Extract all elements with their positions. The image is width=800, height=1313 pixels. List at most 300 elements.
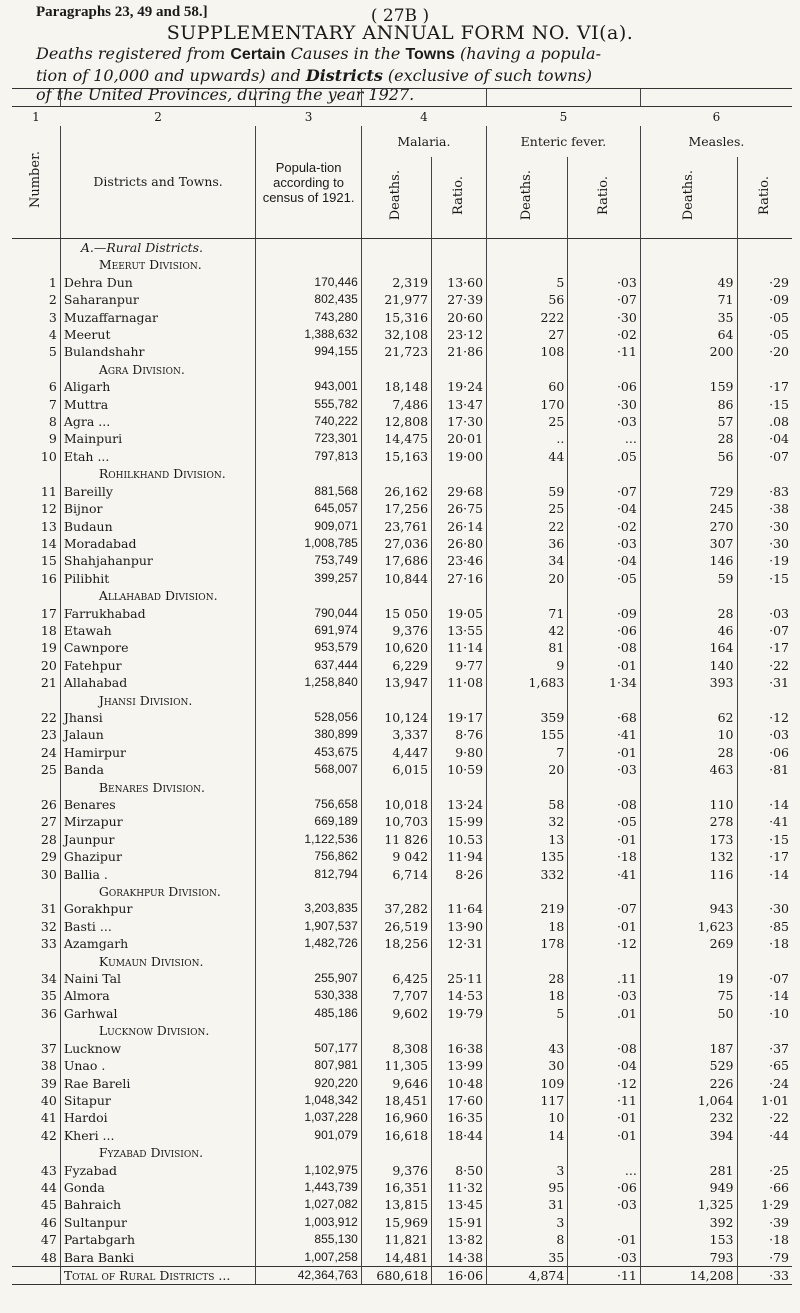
district-name: Kheri ... [60, 1127, 256, 1144]
population: 797,813 [256, 448, 361, 465]
malaria-deaths: 2,319 [361, 274, 431, 291]
population: 645,057 [256, 500, 361, 517]
population: 855,130 [256, 1231, 361, 1248]
population: 555,782 [256, 396, 361, 413]
measles-deaths: 393 [640, 674, 737, 691]
row-number: 10 [40, 448, 57, 464]
malaria-deaths: 16,351 [361, 1179, 431, 1196]
malaria-deaths: 9,376 [361, 1162, 431, 1179]
enteric-ratio: ·41 [568, 866, 641, 883]
table-row [12, 622, 792, 639]
table-row [12, 726, 792, 743]
enteric-deaths: 34 [487, 552, 568, 569]
district-name: Cawnpore [60, 639, 256, 656]
subtitle-text: Causes in the [285, 44, 406, 63]
row-number: 32 [40, 918, 57, 934]
population: 485,186 [256, 1005, 361, 1022]
table-row [12, 309, 792, 326]
measles-deaths: 62 [640, 709, 737, 726]
measles-ratio: ·17 [737, 378, 792, 395]
malaria-deaths: 9,646 [361, 1075, 431, 1092]
row-number: 46 [40, 1214, 57, 1230]
population: 1,258,840 [256, 674, 361, 691]
column-number: 5 [487, 109, 641, 127]
enteric-deaths: 28 [487, 970, 568, 987]
malaria-deaths: 15 050 [361, 605, 431, 622]
enteric-deaths: 58 [487, 796, 568, 813]
table-row [12, 570, 792, 587]
table-row [12, 987, 792, 1004]
table-row [12, 500, 792, 517]
malaria-deaths: 17,686 [361, 552, 431, 569]
paragraphs-reference: Paragraphs 23, 49 and 58.] [36, 4, 208, 20]
table-row [12, 639, 792, 656]
malaria-deaths: 6,714 [361, 866, 431, 883]
enteric-ratio: ·05 [568, 570, 641, 587]
malaria-ratio: 23·46 [432, 552, 487, 569]
measles-deaths: 86 [640, 396, 737, 413]
deaths-table-body [12, 126, 792, 1285]
population: 170,446 [256, 274, 361, 291]
enteric-ratio: ·01 [568, 744, 641, 761]
measles-ratio: ·22 [737, 657, 792, 674]
enteric-ratio: ·02 [568, 326, 641, 343]
district-name: Mainpuri [60, 430, 256, 447]
measles-ratio: ·31 [737, 674, 792, 691]
table-row [12, 1092, 792, 1109]
division-row [12, 361, 792, 378]
enteric-deaths: 359 [487, 709, 568, 726]
enteric-deaths: 31 [487, 1196, 568, 1213]
measles-deaths: 245 [640, 500, 737, 517]
enteric-ratio: ·03 [568, 1249, 641, 1267]
malaria-deaths: 18,256 [361, 935, 431, 952]
header-malaria: Malaria. [361, 126, 486, 157]
district-name: Fatehpur [60, 657, 256, 674]
enteric-ratio: ·03 [568, 274, 641, 291]
enteric-deaths: 332 [487, 866, 568, 883]
district-name: Garhwal [60, 1005, 256, 1022]
enteric-ratio: ·08 [568, 639, 641, 656]
measles-deaths: 270 [640, 518, 737, 535]
header-malaria-ratio: Ratio. [451, 175, 467, 215]
malaria-ratio: 12·31 [432, 935, 487, 952]
enteric-ratio: ·68 [568, 709, 641, 726]
malaria-deaths: 9,376 [361, 622, 431, 639]
total-malaria-deaths: 680,618 [361, 1266, 431, 1284]
malaria-ratio: 13·60 [432, 274, 487, 291]
measles-deaths: 110 [640, 796, 737, 813]
enteric-deaths: 9 [487, 657, 568, 674]
enteric-ratio: ·06 [568, 622, 641, 639]
population: 1,048,342 [256, 1092, 361, 1109]
enteric-deaths: 5 [487, 274, 568, 291]
population: 920,220 [256, 1075, 361, 1092]
enteric-ratio: ·08 [568, 796, 641, 813]
district-name: Bara Banki [60, 1249, 256, 1267]
district-name: Sultanpur [60, 1214, 256, 1231]
enteric-ratio: ·02 [568, 518, 641, 535]
table-row [12, 1040, 792, 1057]
measles-deaths: 394 [640, 1127, 737, 1144]
subtitle-text: (having a popula- [454, 44, 601, 63]
population: 691,974 [256, 622, 361, 639]
district-name: Almora [60, 987, 256, 1004]
malaria-deaths: 13,947 [361, 674, 431, 691]
measles-deaths: 19 [640, 970, 737, 987]
district-name: Jaunpur [60, 831, 256, 848]
subtitle-text: Deaths registered from [36, 44, 231, 63]
malaria-ratio: 21·86 [432, 343, 487, 360]
enteric-deaths: 22 [487, 518, 568, 535]
measles-ratio: ·20 [737, 343, 792, 360]
malaria-ratio: 27·16 [432, 570, 487, 587]
table-row [12, 1162, 792, 1179]
enteric-ratio: ·05 [568, 813, 641, 830]
malaria-ratio: 13·99 [432, 1057, 487, 1074]
population: 1,003,912 [256, 1214, 361, 1231]
population: 881,568 [256, 483, 361, 500]
measles-ratio: ·07 [737, 448, 792, 465]
measles-ratio: ·30 [737, 535, 792, 552]
table-row [12, 291, 792, 308]
malaria-deaths: 18,451 [361, 1092, 431, 1109]
enteric-ratio: ... [568, 430, 641, 447]
district-name: Saharanpur [60, 291, 256, 308]
enteric-deaths: 117 [487, 1092, 568, 1109]
enteric-deaths: 81 [487, 639, 568, 656]
malaria-deaths: 23,761 [361, 518, 431, 535]
measles-ratio: ·37 [737, 1040, 792, 1057]
enteric-deaths: 27 [487, 326, 568, 343]
row-number: 37 [40, 1040, 57, 1056]
enteric-deaths: 5 [487, 1005, 568, 1022]
table-row [12, 761, 792, 778]
row-number: 11 [40, 483, 57, 499]
enteric-deaths: 8 [487, 1231, 568, 1248]
table-row [12, 900, 792, 917]
enteric-ratio: ·04 [568, 552, 641, 569]
population: 1,007,258 [256, 1249, 361, 1267]
malaria-ratio: 13·47 [432, 396, 487, 413]
row-number: 34 [40, 971, 57, 987]
measles-ratio: ·14 [737, 866, 792, 883]
measles-deaths: 232 [640, 1109, 737, 1126]
enteric-ratio: ·01 [568, 1109, 641, 1126]
population: 399,257 [256, 570, 361, 587]
measles-ratio: ·03 [737, 726, 792, 743]
malaria-ratio: 29·68 [432, 483, 487, 500]
district-name: Rae Bareli [60, 1075, 256, 1092]
malaria-deaths: 17,256 [361, 500, 431, 517]
enteric-ratio: ·07 [568, 291, 641, 308]
malaria-ratio: 16·38 [432, 1040, 487, 1057]
population: 1,122,536 [256, 831, 361, 848]
table-row [12, 1179, 792, 1196]
malaria-deaths: 13,815 [361, 1196, 431, 1213]
district-name: Etawah [60, 622, 256, 639]
malaria-deaths: 14,481 [361, 1249, 431, 1267]
malaria-deaths: 15,969 [361, 1214, 431, 1231]
district-name: Budaun [60, 518, 256, 535]
measles-deaths: 392 [640, 1214, 737, 1231]
measles-ratio: ·85 [737, 918, 792, 935]
row-number: 22 [40, 709, 57, 725]
population: 743,280 [256, 309, 361, 326]
row-number: 41 [40, 1110, 57, 1126]
enteric-deaths: 44 [487, 448, 568, 465]
malaria-ratio: 8·50 [432, 1162, 487, 1179]
row-number: 24 [40, 744, 57, 760]
row-number: 45 [40, 1197, 57, 1213]
district-name: Moradabad [60, 535, 256, 552]
table-row [12, 1231, 792, 1248]
header-row-groups [12, 126, 792, 157]
district-name: Mirzapur [60, 813, 256, 830]
enteric-deaths: 30 [487, 1057, 568, 1074]
measles-deaths: 1,325 [640, 1196, 737, 1213]
table-row [12, 535, 792, 552]
district-name: Bahraich [60, 1196, 256, 1213]
malaria-ratio: 13·45 [432, 1196, 487, 1213]
malaria-ratio: 19·79 [432, 1005, 487, 1022]
measles-ratio: ·30 [737, 900, 792, 917]
subtitle-emphasis: Towns [405, 46, 455, 63]
subtitle-emphasis: Certain [230, 46, 286, 63]
measles-ratio: .08 [737, 413, 792, 430]
malaria-ratio: 17·60 [432, 1092, 487, 1109]
row-number: 39 [40, 1075, 57, 1091]
total-enteric-deaths: 4,874 [487, 1266, 568, 1284]
enteric-ratio: ·12 [568, 935, 641, 952]
population: 740,222 [256, 413, 361, 430]
measles-deaths: 1,623 [640, 918, 737, 935]
division-name: Meerut Division. [60, 256, 256, 273]
malaria-deaths: 26,162 [361, 483, 431, 500]
table-row [12, 483, 792, 500]
row-number: 43 [40, 1162, 57, 1178]
enteric-ratio: ·06 [568, 1179, 641, 1196]
table-row [12, 1057, 792, 1074]
subtitle-text: (exclusive of such towns) [382, 66, 592, 85]
enteric-ratio: ... [568, 1162, 641, 1179]
enteric-deaths: 20 [487, 570, 568, 587]
measles-deaths: 116 [640, 866, 737, 883]
enteric-ratio: ·04 [568, 500, 641, 517]
enteric-deaths: 18 [487, 918, 568, 935]
enteric-ratio: ·04 [568, 1057, 641, 1074]
measles-ratio: ·17 [737, 848, 792, 865]
measles-deaths: 59 [640, 570, 737, 587]
malaria-ratio: 20·60 [432, 309, 487, 326]
measles-deaths: 57 [640, 413, 737, 430]
malaria-ratio: 11·14 [432, 639, 487, 656]
population: 255,907 [256, 970, 361, 987]
division-row [12, 883, 792, 900]
district-name: Ghazipur [60, 848, 256, 865]
row-number: 17 [40, 605, 57, 621]
row-number: 36 [40, 1005, 57, 1021]
malaria-deaths: 16,618 [361, 1127, 431, 1144]
enteric-ratio: ·03 [568, 535, 641, 552]
measles-ratio: ·05 [737, 326, 792, 343]
measles-ratio: ·09 [737, 291, 792, 308]
population: 1,037,228 [256, 1109, 361, 1126]
malaria-deaths: 4,447 [361, 744, 431, 761]
table-row [12, 448, 792, 465]
row-number: 26 [40, 797, 57, 812]
row-number: 35 [40, 988, 57, 1004]
measles-deaths: 35 [640, 309, 737, 326]
population: 568,007 [256, 761, 361, 778]
header-enteric-deaths: Deaths. [519, 169, 535, 221]
division-name: Kumaun Division. [60, 953, 256, 970]
enteric-ratio: ·12 [568, 1075, 641, 1092]
total-population: 42,364,763 [256, 1266, 361, 1284]
enteric-deaths: 56 [487, 291, 568, 308]
malaria-ratio: 10.53 [432, 831, 487, 848]
malaria-deaths: 6,015 [361, 761, 431, 778]
enteric-deaths: 3 [487, 1214, 568, 1231]
measles-deaths: 50 [640, 1005, 737, 1022]
table-row [12, 552, 792, 569]
measles-ratio: 1·29 [737, 1196, 792, 1213]
enteric-ratio: ·30 [568, 396, 641, 413]
malaria-ratio: 23·12 [432, 326, 487, 343]
malaria-ratio: 18·44 [432, 1127, 487, 1144]
enteric-ratio: ·11 [568, 343, 641, 360]
measles-ratio: ·12 [737, 709, 792, 726]
table-row [12, 1109, 792, 1126]
measles-deaths: 269 [640, 935, 737, 952]
table-row [12, 1005, 792, 1022]
column-number: 4 [361, 109, 486, 127]
division-row [12, 256, 792, 273]
measles-ratio: ·44 [737, 1127, 792, 1144]
district-name: Unao . [60, 1057, 256, 1074]
enteric-ratio: ·09 [568, 605, 641, 622]
table-row [12, 848, 792, 865]
table-row [12, 518, 792, 535]
malaria-deaths: 14,475 [361, 430, 431, 447]
measles-ratio: ·17 [737, 639, 792, 656]
district-name: Basti ... [60, 918, 256, 935]
header-enteric-ratio: Ratio. [596, 175, 612, 215]
column-number-row [12, 109, 792, 127]
malaria-ratio: 9·77 [432, 657, 487, 674]
district-name: Naini Tal [60, 970, 256, 987]
row-number: 19 [40, 640, 57, 656]
row-number: 4 [48, 327, 57, 343]
population: 790,044 [256, 605, 361, 622]
malaria-ratio: 13·24 [432, 796, 487, 813]
malaria-ratio: 26·14 [432, 518, 487, 535]
page-number: ( 27B ) [370, 6, 430, 26]
measles-ratio: ·14 [737, 796, 792, 813]
enteric-ratio: ·01 [568, 831, 641, 848]
malaria-deaths: 12,808 [361, 413, 431, 430]
enteric-deaths: 178 [487, 935, 568, 952]
measles-deaths: 943 [640, 900, 737, 917]
row-number: 7 [48, 396, 57, 412]
measles-ratio: ·05 [737, 309, 792, 326]
district-name: Etah ... [60, 448, 256, 465]
measles-ratio: ·10 [737, 1005, 792, 1022]
population: 1,907,537 [256, 918, 361, 935]
row-number: 28 [40, 831, 57, 847]
table-row [12, 831, 792, 848]
enteric-deaths: 219 [487, 900, 568, 917]
malaria-deaths: 6,425 [361, 970, 431, 987]
measles-ratio: ·66 [737, 1179, 792, 1196]
population: 637,444 [256, 657, 361, 674]
malaria-deaths: 11,821 [361, 1231, 431, 1248]
division-row [12, 1144, 792, 1161]
district-name: Dehra Dun [60, 274, 256, 291]
row-number: 3 [48, 309, 57, 325]
district-name: Azamgarh [60, 935, 256, 952]
malaria-ratio: 27·39 [432, 291, 487, 308]
population: 756,658 [256, 796, 361, 813]
malaria-ratio: 13·82 [432, 1231, 487, 1248]
header-population: Popula-tion according to census of 1921. [256, 126, 361, 239]
enteric-deaths: 35 [487, 1249, 568, 1267]
table-row [12, 970, 792, 987]
enteric-ratio: 1·34 [568, 674, 641, 691]
malaria-deaths: 10,703 [361, 813, 431, 830]
deaths-table [12, 88, 792, 124]
malaria-deaths: 27,036 [361, 535, 431, 552]
section-title: A.—Rural Districts. [60, 239, 256, 257]
table-row [12, 1196, 792, 1213]
measles-ratio: ·41 [737, 813, 792, 830]
enteric-deaths: 155 [487, 726, 568, 743]
malaria-deaths: 7,707 [361, 987, 431, 1004]
row-number: 18 [40, 622, 57, 638]
population: 528,056 [256, 709, 361, 726]
measles-deaths: 173 [640, 831, 737, 848]
measles-ratio: ·15 [737, 570, 792, 587]
population: 753,749 [256, 552, 361, 569]
measles-ratio: ·04 [737, 430, 792, 447]
table-row [12, 918, 792, 935]
row-number: 25 [40, 762, 57, 778]
row-number: 12 [40, 501, 57, 517]
division-row [12, 779, 792, 796]
subtitle-text: of the United Provinces, during the year 1927. [36, 85, 415, 104]
district-name: Allahabad [60, 674, 256, 691]
population: 909,071 [256, 518, 361, 535]
measles-ratio: ·03 [737, 605, 792, 622]
malaria-ratio: 19·17 [432, 709, 487, 726]
population: 1,482,726 [256, 935, 361, 952]
division-row [12, 692, 792, 709]
row-number: 5 [48, 344, 57, 360]
malaria-deaths: 10,844 [361, 570, 431, 587]
district-name: Fyzabad [60, 1162, 256, 1179]
row-number: 8 [48, 414, 57, 430]
malaria-ratio: 26·80 [432, 535, 487, 552]
measles-ratio: ·81 [737, 761, 792, 778]
population: 994,155 [256, 343, 361, 360]
measles-ratio: ·79 [737, 1249, 792, 1267]
division-row [12, 953, 792, 970]
measles-deaths: 793 [640, 1249, 737, 1267]
district-name: Meerut [60, 326, 256, 343]
population: 669,189 [256, 813, 361, 830]
measles-deaths: 10 [640, 726, 737, 743]
row-number: 6 [48, 379, 57, 395]
